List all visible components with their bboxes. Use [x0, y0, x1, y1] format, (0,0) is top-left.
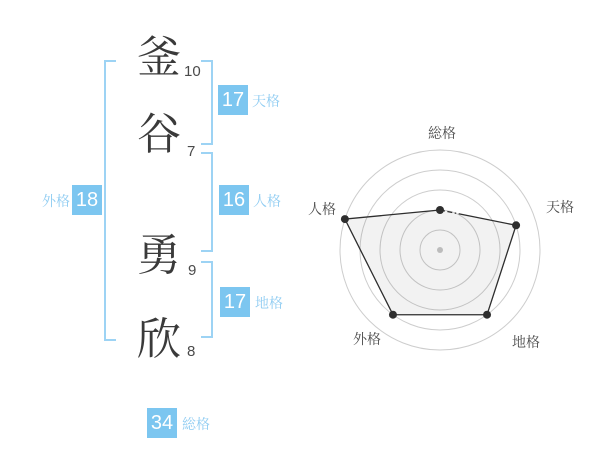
- stroke-count-1: 10: [184, 63, 201, 80]
- name-character-2: 谷: [137, 110, 181, 159]
- soukaku-score-label: 総格: [182, 416, 210, 432]
- tenkaku-score-label: 天格: [252, 93, 280, 109]
- name-character-4: 欣: [137, 315, 181, 364]
- jinkaku-score-badge: 16: [219, 185, 249, 215]
- name-character-3: 勇: [137, 231, 181, 280]
- chikaku-score-label: 地格: [255, 295, 283, 311]
- radar-axis-label-chikaku: 地格: [512, 334, 540, 350]
- radar-axis-label-tenkaku: 天格: [546, 199, 574, 215]
- gaikaku-score-label: 外格: [42, 193, 70, 209]
- stroke-count-4: 8: [187, 343, 196, 360]
- soukaku-score-badge: 34: [147, 408, 177, 438]
- radar-axis-label-soukaku: 総格: [428, 125, 456, 141]
- tenkaku-score-badge: 17: [218, 85, 248, 115]
- radar-axis-label-gaikaku: 外格: [353, 331, 381, 347]
- gaikaku-score-badge: 18: [72, 185, 102, 215]
- stroke-count-3: 9: [188, 262, 197, 279]
- name-character-1: 釜: [137, 33, 181, 82]
- stroke-count-2: 7: [187, 143, 196, 160]
- radar-axis-label-jinkaku: 人格: [308, 201, 336, 217]
- jinkaku-score-label: 人格: [253, 193, 281, 209]
- chikaku-score-badge: 17: [220, 287, 250, 317]
